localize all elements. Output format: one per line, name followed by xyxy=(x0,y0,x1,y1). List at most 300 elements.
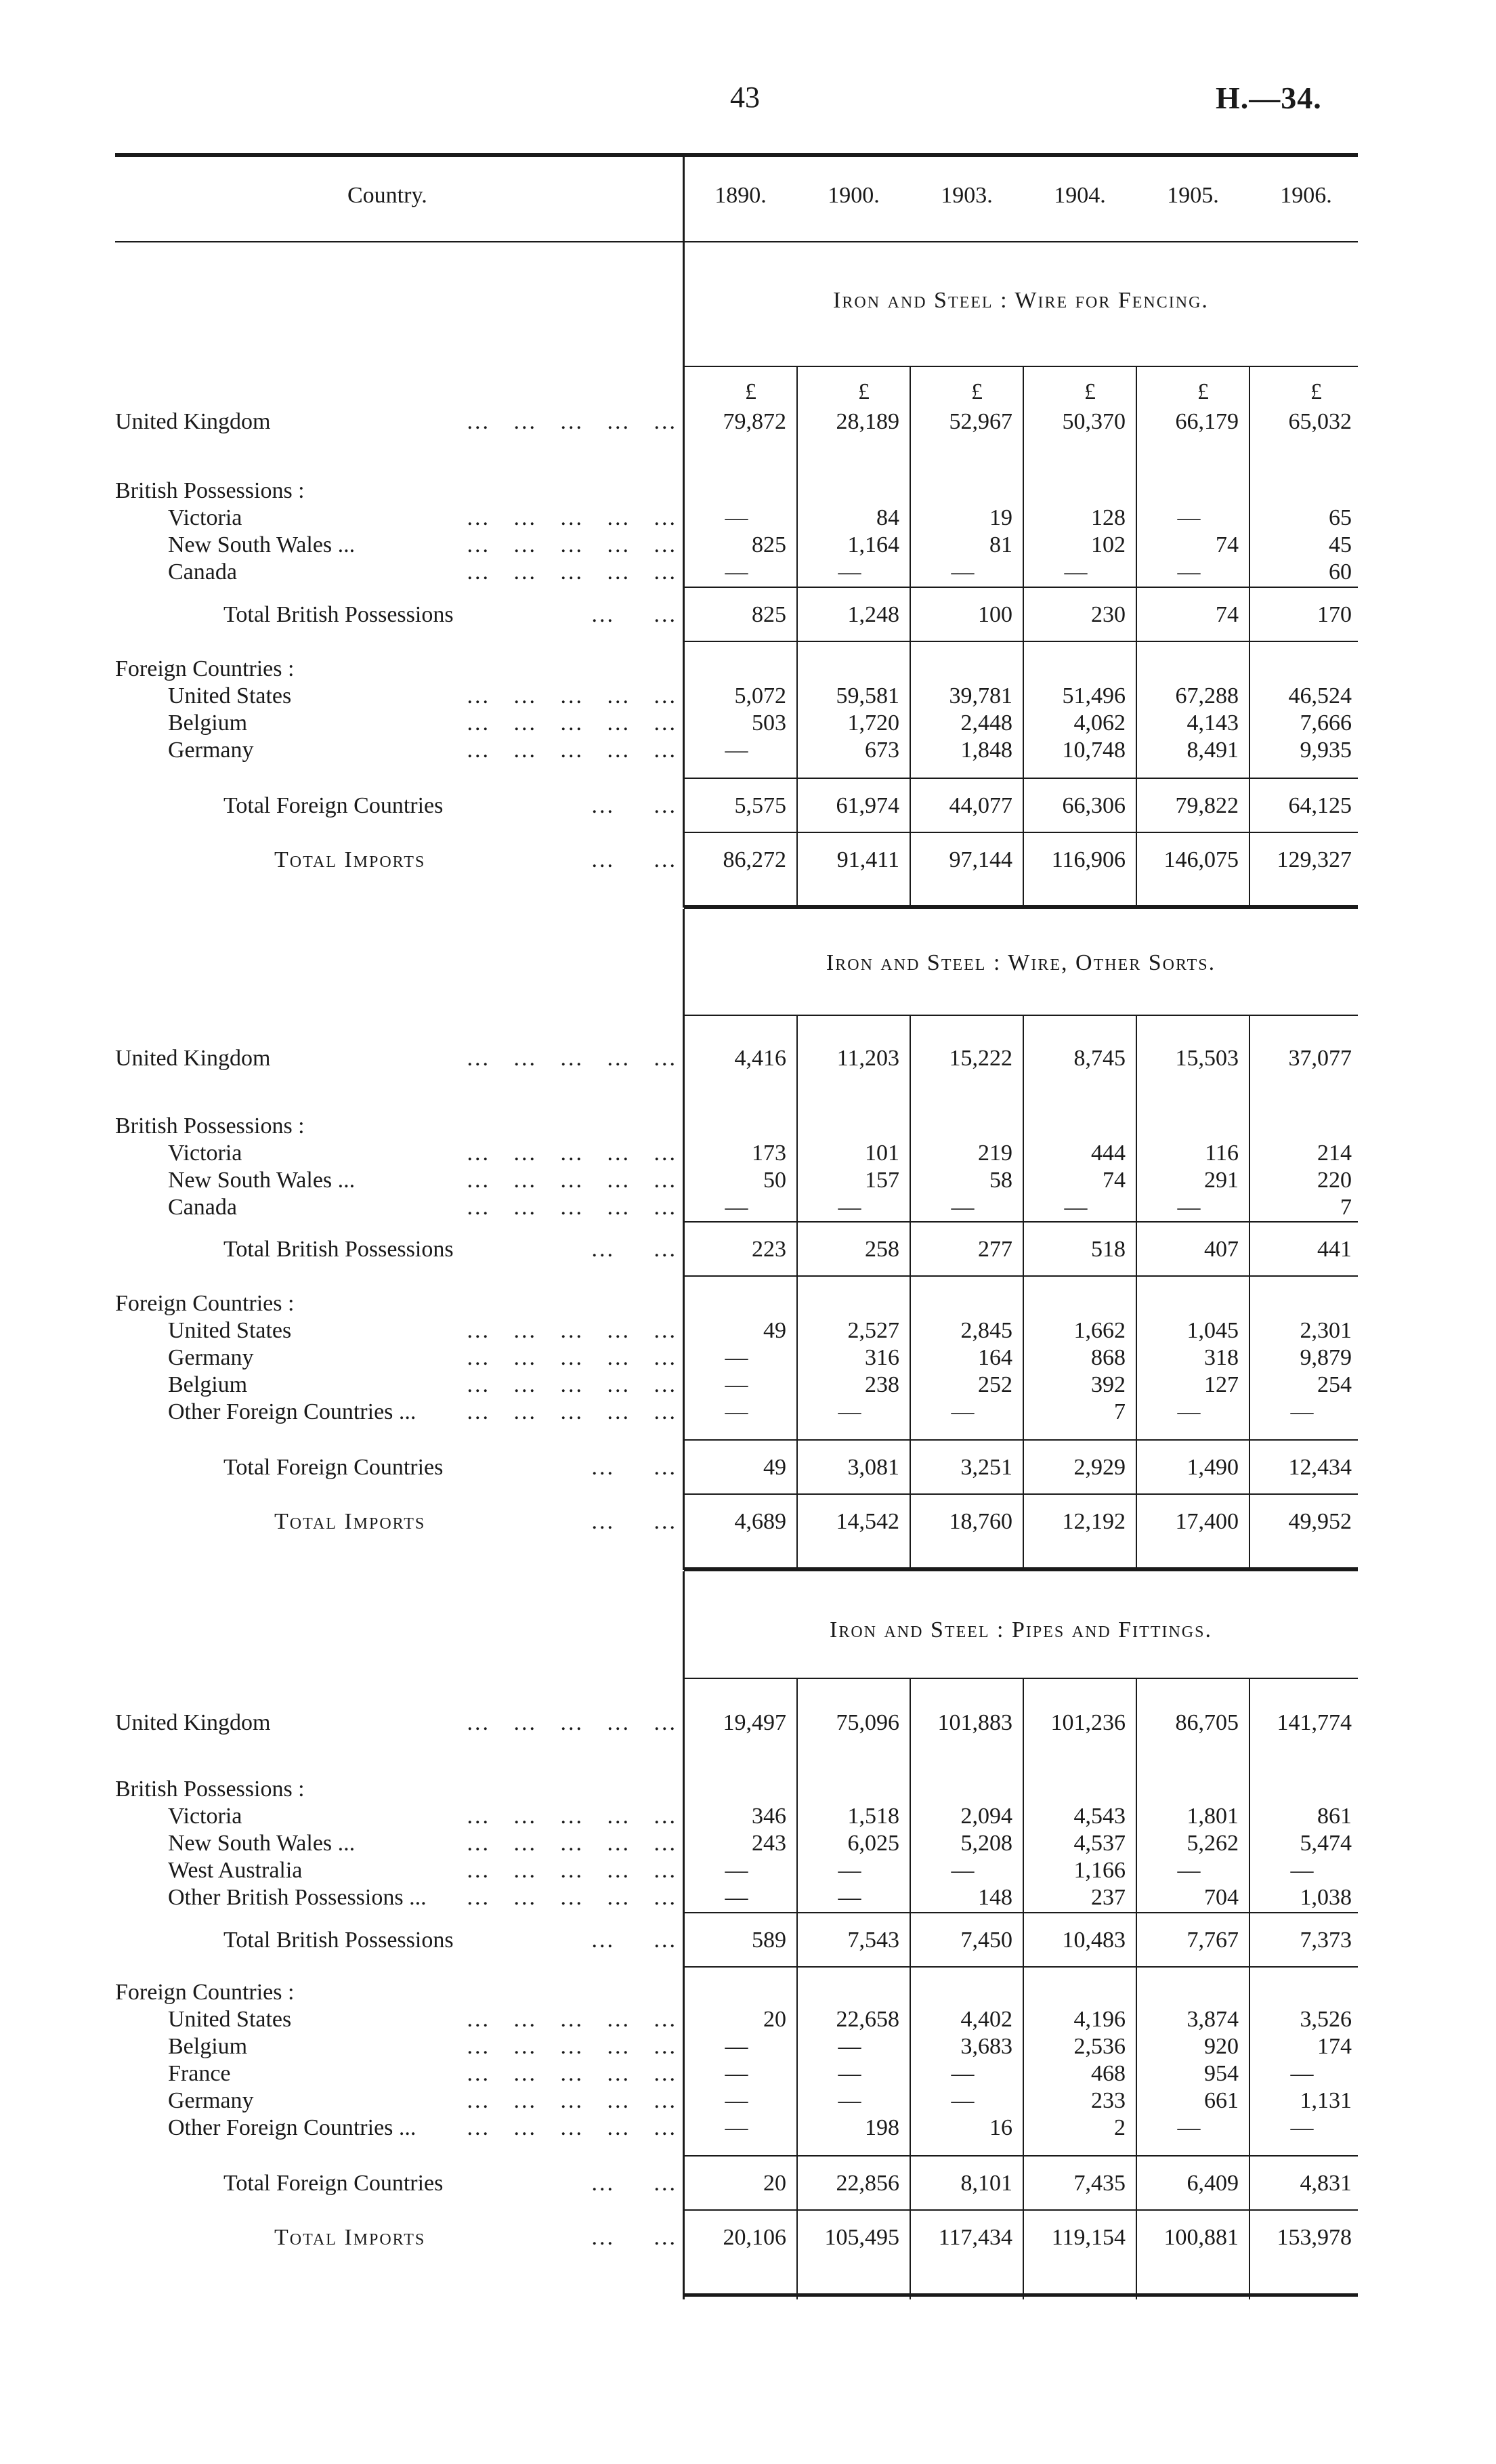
value-cell: — xyxy=(1177,2115,1201,2140)
value-cell: 79,872 xyxy=(723,409,786,434)
value-cell: 102 xyxy=(1091,532,1126,557)
value-cell: — xyxy=(725,2088,748,2113)
value-cell: — xyxy=(725,1372,748,1397)
value-cell: 1,038 xyxy=(1300,1885,1352,1910)
value-cell: 170 xyxy=(1317,602,1352,627)
value-cell: 518 xyxy=(1091,1237,1126,1262)
value-cell: 91,411 xyxy=(836,847,899,872)
year-header: 1900. xyxy=(828,183,880,208)
value-cell: 6,025 xyxy=(847,1831,899,1856)
value-cell: 3,683 xyxy=(960,2034,1012,2059)
value-cell: 67,288 xyxy=(1175,683,1239,708)
value-cell: — xyxy=(951,2061,975,2086)
table-row xyxy=(0,1857,1496,1884)
total-imports-label: Total Imports xyxy=(274,847,426,872)
leader-dots: ... ... ... ... ... xyxy=(467,1046,677,1071)
year-header: 1903. xyxy=(941,183,993,208)
value-cell: 65 xyxy=(1329,505,1352,530)
value-cell: 65,032 xyxy=(1288,409,1352,434)
value-cell: 12,192 xyxy=(1062,1509,1126,1534)
value-cell: 8,101 xyxy=(960,2171,1012,2196)
value-cell: 223 xyxy=(752,1237,786,1262)
value-cell: — xyxy=(725,2115,748,2140)
value-cell: — xyxy=(1290,2115,1314,2140)
table-row xyxy=(0,2170,1496,2197)
table-row xyxy=(0,1344,1496,1372)
table-row xyxy=(0,1884,1496,1911)
currency-symbol: £ xyxy=(971,379,983,404)
leader-dots: ... ... ... ... ... xyxy=(467,1885,677,1910)
value-cell: 20,106 xyxy=(723,2225,786,2250)
value-cell: 673 xyxy=(865,738,899,763)
value-cell: 14,542 xyxy=(836,1509,899,1534)
value-cell: 50,370 xyxy=(1062,409,1126,434)
value-cell: 86,705 xyxy=(1175,1710,1239,1735)
value-cell: 7,543 xyxy=(847,1928,899,1953)
leader-dots: ... ... ... ... ... xyxy=(467,1318,677,1343)
value-cell: 97,144 xyxy=(949,847,1012,872)
value-cell: 157 xyxy=(865,1168,899,1193)
value-cell: 1,248 xyxy=(847,602,899,627)
column-separator xyxy=(1249,366,1250,908)
value-cell: 861 xyxy=(1317,1804,1352,1829)
value-cell: 20 xyxy=(763,2007,786,2032)
table-row xyxy=(0,1167,1496,1194)
value-cell: — xyxy=(725,1195,748,1220)
total-label: Total British Possessions xyxy=(223,1928,454,1953)
value-cell: 9,935 xyxy=(1300,738,1352,763)
value-cell: — xyxy=(1064,559,1088,585)
year-header: 1904. xyxy=(1054,183,1106,208)
table-row xyxy=(0,2006,1496,2033)
value-cell: 258 xyxy=(865,1237,899,1262)
value-cell: 64,125 xyxy=(1288,793,1352,818)
value-cell: 19,497 xyxy=(723,1710,786,1735)
row-label: Canada xyxy=(168,559,237,585)
currency-symbol: £ xyxy=(745,379,756,404)
leader-dots: ... ... ... ... ... xyxy=(467,1141,677,1166)
page-number: 43 xyxy=(730,81,760,114)
value-cell: 127 xyxy=(1204,1372,1239,1397)
table-rule xyxy=(684,641,1358,642)
column-separator xyxy=(796,366,798,908)
value-cell: 4,402 xyxy=(960,2007,1012,2032)
value-cell: 316 xyxy=(865,1345,899,1370)
table-row xyxy=(0,1372,1496,1399)
currency-symbol: £ xyxy=(1310,379,1322,404)
leader-dots: ... ... ... ... ... xyxy=(467,2061,677,2086)
value-cell: — xyxy=(838,1885,861,1910)
table-row xyxy=(0,532,1496,559)
table-row xyxy=(0,559,1496,586)
group-heading: Foreign Countries : xyxy=(115,1980,295,2005)
row-label: France xyxy=(168,2061,231,2086)
row-label: Germany xyxy=(168,738,254,763)
value-cell: 129,327 xyxy=(1277,847,1352,872)
value-cell: 81 xyxy=(989,532,1012,557)
row-label: Germany xyxy=(168,2088,254,2113)
value-cell: 61,974 xyxy=(836,793,899,818)
table-row xyxy=(0,1317,1496,1344)
row-label: Canada xyxy=(168,1195,237,1220)
leader-dots: ... ... ... ... ... xyxy=(467,1710,677,1735)
value-cell: 153,978 xyxy=(1277,2225,1352,2250)
table-row xyxy=(0,1140,1496,1167)
value-cell: 237 xyxy=(1091,1885,1126,1910)
table-row xyxy=(0,1979,1496,2006)
leader-dots: ... ... ... ... ... xyxy=(467,409,677,434)
table-rule xyxy=(684,2293,1358,2297)
row-label: United States xyxy=(168,2007,292,2032)
value-cell: 101,236 xyxy=(1050,1710,1126,1735)
leader-dots: ... ... xyxy=(521,2171,677,2196)
table-rule xyxy=(684,1912,1358,1913)
currency-symbol: £ xyxy=(1197,379,1209,404)
value-cell: 1,131 xyxy=(1300,2088,1352,2113)
value-cell: 8,491 xyxy=(1187,738,1239,763)
value-cell: 277 xyxy=(978,1237,1012,1262)
value-cell: 291 xyxy=(1204,1168,1239,1193)
table-row xyxy=(0,2115,1496,2142)
value-cell: — xyxy=(838,1195,861,1220)
year-header: 1906. xyxy=(1280,183,1332,208)
table-row xyxy=(0,1194,1496,1221)
value-cell: 3,526 xyxy=(1300,2007,1352,2032)
section-title: Iron and Steel : Pipes and Fittings. xyxy=(830,1617,1212,1642)
table-row xyxy=(0,1803,1496,1830)
value-cell: — xyxy=(725,2034,748,2059)
row-label: Victoria xyxy=(168,1804,242,1829)
group-heading: British Possessions : xyxy=(115,478,305,503)
value-cell: 79,822 xyxy=(1175,793,1239,818)
table-rule xyxy=(684,587,1358,588)
table-row xyxy=(0,601,1496,629)
value-cell: 128 xyxy=(1091,505,1126,530)
table-row xyxy=(0,2033,1496,2060)
value-cell: 75,096 xyxy=(836,1710,899,1735)
table-row xyxy=(0,1927,1496,1954)
leader-dots: ... ... ... ... ... xyxy=(467,505,677,530)
value-cell: 589 xyxy=(752,1928,786,1953)
row-label: United States xyxy=(168,1318,292,1343)
year-header: 1905. xyxy=(1167,183,1219,208)
value-cell: 346 xyxy=(752,1804,786,1829)
table-row xyxy=(0,1830,1496,1857)
value-cell: 141,774 xyxy=(1277,1710,1352,1735)
value-cell: 22,658 xyxy=(836,2007,899,2032)
value-cell: 825 xyxy=(752,602,786,627)
value-cell: — xyxy=(725,738,748,763)
value-cell: 17,400 xyxy=(1175,1509,1239,1534)
table-row xyxy=(0,1776,1496,1803)
value-cell: 220 xyxy=(1317,1168,1352,1193)
value-cell: 7,435 xyxy=(1073,2171,1126,2196)
table-row xyxy=(0,1113,1496,1140)
table-rule xyxy=(684,1678,1358,1679)
leader-dots: ... ... ... ... ... xyxy=(467,1831,677,1856)
table-rule xyxy=(684,2155,1358,2157)
value-cell: 4,196 xyxy=(1073,2007,1126,2032)
value-cell: 825 xyxy=(752,532,786,557)
leader-dots: ... ... ... ... ... xyxy=(467,2088,677,2113)
document-reference: H.—34. xyxy=(1216,81,1322,115)
value-cell: 1,801 xyxy=(1187,1804,1239,1829)
value-cell: 84 xyxy=(876,505,899,530)
value-cell: 407 xyxy=(1204,1237,1239,1262)
value-cell: 28,189 xyxy=(836,409,899,434)
header-rule xyxy=(115,241,1358,242)
value-cell: — xyxy=(838,1858,861,1883)
total-label: Total British Possessions xyxy=(223,1237,454,1262)
value-cell: 4,831 xyxy=(1300,2171,1352,2196)
column-separator xyxy=(1136,366,1137,908)
value-cell: 3,874 xyxy=(1187,2007,1239,2032)
table-rule xyxy=(684,1439,1358,1441)
total-label: Total Foreign Countries xyxy=(223,1455,444,1480)
value-cell: — xyxy=(1177,505,1201,530)
leader-dots: ... ... ... ... ... xyxy=(467,2115,677,2140)
row-label: Other Foreign Countries ... xyxy=(168,1399,416,1424)
value-cell: 101 xyxy=(865,1141,899,1166)
value-cell: 3,251 xyxy=(960,1455,1012,1480)
value-cell: 8,745 xyxy=(1073,1046,1126,1071)
total-label: Total Foreign Countries xyxy=(223,793,444,818)
value-cell: 1,045 xyxy=(1187,1318,1239,1343)
table-rule xyxy=(684,366,1358,367)
table-row xyxy=(0,2060,1496,2087)
value-cell: — xyxy=(725,1345,748,1370)
table-rule xyxy=(684,1567,1358,1571)
row-label: New South Wales ... xyxy=(168,1168,356,1193)
table-row xyxy=(0,683,1496,710)
value-cell: — xyxy=(1290,2061,1314,2086)
value-cell: 318 xyxy=(1204,1345,1239,1370)
value-cell: 444 xyxy=(1091,1141,1126,1166)
value-cell: — xyxy=(838,559,861,585)
value-cell: 100 xyxy=(978,602,1012,627)
leader-dots: ... ... ... ... ... xyxy=(467,1804,677,1829)
row-label: New South Wales ... xyxy=(168,532,356,557)
value-cell: 503 xyxy=(752,710,786,736)
value-cell: 5,474 xyxy=(1300,1831,1352,1856)
value-cell: 198 xyxy=(865,2115,899,2140)
value-cell: — xyxy=(725,505,748,530)
value-cell: 2,929 xyxy=(1073,1455,1126,1480)
leader-dots: ... ... xyxy=(521,602,677,627)
value-cell: 105,495 xyxy=(824,2225,899,2250)
row-label: Belgium xyxy=(168,1372,248,1397)
section-title: Iron and Steel : Wire for Fencing. xyxy=(833,288,1209,313)
row-label: West Australia xyxy=(168,1858,303,1883)
value-cell: 243 xyxy=(752,1831,786,1856)
table-row xyxy=(0,2087,1496,2115)
row-label: Victoria xyxy=(168,1141,242,1166)
column-separator xyxy=(910,366,911,908)
row-label: Other Foreign Countries ... xyxy=(168,2115,416,2140)
total-label: Total British Possessions xyxy=(223,602,454,627)
value-cell: 74 xyxy=(1216,602,1239,627)
value-cell: 10,748 xyxy=(1062,738,1126,763)
value-cell: 5,262 xyxy=(1187,1831,1239,1856)
value-cell: 37,077 xyxy=(1288,1046,1352,1071)
value-cell: — xyxy=(951,1195,975,1220)
row-label: Belgium xyxy=(168,710,248,736)
row-label: United Kingdom xyxy=(115,1046,271,1071)
value-cell: 101,883 xyxy=(937,1710,1012,1735)
value-cell: 7 xyxy=(1340,1195,1352,1220)
leader-dots: ... ... ... ... ... xyxy=(467,1168,677,1193)
value-cell: — xyxy=(951,2088,975,2113)
value-cell: 100,881 xyxy=(1163,2225,1239,2250)
leader-dots: ... ... xyxy=(521,847,677,872)
value-cell: 16 xyxy=(989,2115,1012,2140)
value-cell: 2,094 xyxy=(960,1804,1012,1829)
group-heading: British Possessions : xyxy=(115,1777,305,1802)
table-row xyxy=(0,408,1496,436)
value-cell: — xyxy=(725,2061,748,2086)
value-cell: 468 xyxy=(1091,2061,1126,2086)
leader-dots: ... ... ... ... ... xyxy=(467,710,677,736)
value-cell: 1,848 xyxy=(960,738,1012,763)
value-cell: — xyxy=(1177,1399,1201,1424)
value-cell: 146,075 xyxy=(1163,847,1239,872)
table-rule xyxy=(684,1221,1358,1223)
year-header: 1890. xyxy=(714,183,767,208)
value-cell: 22,856 xyxy=(836,2171,899,2196)
value-cell: 66,179 xyxy=(1175,409,1239,434)
value-cell: 66,306 xyxy=(1062,793,1126,818)
value-cell: 5,072 xyxy=(734,683,786,708)
value-cell: 7 xyxy=(1114,1399,1126,1424)
value-cell: 148 xyxy=(978,1885,1012,1910)
value-cell: — xyxy=(951,1399,975,1424)
row-label: United Kingdom xyxy=(115,1710,271,1735)
value-cell: 49 xyxy=(763,1318,786,1343)
row-label: New South Wales ... xyxy=(168,1831,356,1856)
column-separator xyxy=(1023,366,1024,908)
table-row xyxy=(0,1454,1496,1481)
value-cell: 6,409 xyxy=(1187,2171,1239,2196)
value-cell: 1,720 xyxy=(847,710,899,736)
value-cell: 252 xyxy=(978,1372,1012,1397)
value-cell: 2,536 xyxy=(1073,2034,1126,2059)
value-cell: — xyxy=(1177,1195,1201,1220)
value-cell: 4,543 xyxy=(1073,1804,1126,1829)
value-cell: 233 xyxy=(1091,2088,1126,2113)
value-cell: 117,434 xyxy=(938,2225,1012,2250)
table-row xyxy=(0,1236,1496,1263)
value-cell: 58 xyxy=(989,1168,1012,1193)
value-cell: 704 xyxy=(1204,1885,1239,1910)
row-label: Other British Possessions ... xyxy=(168,1885,427,1910)
leader-dots: ... ... ... ... ... xyxy=(467,2007,677,2032)
table-row xyxy=(0,710,1496,737)
value-cell: 2,527 xyxy=(847,1318,899,1343)
leader-dots: ... ... xyxy=(521,1509,677,1534)
value-cell: 954 xyxy=(1204,2061,1239,2086)
value-cell: — xyxy=(1177,559,1201,585)
table-row xyxy=(0,847,1496,874)
value-cell: — xyxy=(1177,1858,1201,1883)
leader-dots: ... ... ... ... ... xyxy=(467,1372,677,1397)
value-cell: 18,760 xyxy=(949,1509,1012,1534)
value-cell: 2,448 xyxy=(960,710,1012,736)
value-cell: 52,967 xyxy=(949,409,1012,434)
value-cell: 238 xyxy=(865,1372,899,1397)
table-rule xyxy=(684,1966,1358,1968)
value-cell: 116 xyxy=(1205,1141,1239,1166)
value-cell: 45 xyxy=(1329,532,1352,557)
value-cell: 2,845 xyxy=(960,1318,1012,1343)
value-cell: 214 xyxy=(1317,1141,1352,1166)
row-label: United States xyxy=(168,683,292,708)
leader-dots: ... ... xyxy=(521,1928,677,1953)
value-cell: 1,164 xyxy=(847,532,899,557)
value-cell: 1,166 xyxy=(1073,1858,1126,1883)
value-cell: 661 xyxy=(1204,2088,1239,2113)
value-cell: 174 xyxy=(1317,2034,1352,2059)
value-cell: 49,952 xyxy=(1288,1509,1352,1534)
leader-dots: ... ... xyxy=(521,793,677,818)
leader-dots: ... ... ... ... ... xyxy=(467,1399,677,1424)
total-imports-label: Total Imports xyxy=(274,2225,426,2250)
section-title: Iron and Steel : Wire, Other Sorts. xyxy=(826,950,1216,975)
table-row xyxy=(0,2224,1496,2251)
value-cell: 51,496 xyxy=(1062,683,1126,708)
table-rule xyxy=(684,778,1358,779)
currency-symbol: £ xyxy=(1084,379,1096,404)
table-row xyxy=(0,1045,1496,1072)
value-cell: 254 xyxy=(1317,1372,1352,1397)
value-cell: — xyxy=(838,2034,861,2059)
value-cell: 4,537 xyxy=(1073,1831,1126,1856)
value-cell: 50 xyxy=(763,1168,786,1193)
value-cell: 1,490 xyxy=(1187,1455,1239,1480)
leader-dots: ... ... ... ... ... xyxy=(467,1345,677,1370)
value-cell: 46,524 xyxy=(1288,683,1352,708)
value-cell: 5,208 xyxy=(960,1831,1012,1856)
value-cell: — xyxy=(951,559,975,585)
value-cell: 219 xyxy=(978,1141,1012,1166)
country-column-header: Country. xyxy=(347,183,427,208)
table-row xyxy=(0,505,1496,532)
row-label: Germany xyxy=(168,1345,254,1370)
value-cell: 116,906 xyxy=(1051,847,1126,872)
table-row xyxy=(0,1508,1496,1535)
value-cell: — xyxy=(838,2088,861,2113)
value-cell: 1,518 xyxy=(847,1804,899,1829)
leader-dots: ... ... ... ... ... xyxy=(467,738,677,763)
table-rule xyxy=(684,2209,1358,2211)
value-cell: 9,879 xyxy=(1300,1345,1352,1370)
currency-symbol: £ xyxy=(858,379,870,404)
value-cell: — xyxy=(725,1885,748,1910)
group-heading: Foreign Countries : xyxy=(115,656,295,681)
value-cell: 7,373 xyxy=(1300,1928,1352,1953)
value-cell: — xyxy=(1290,1399,1314,1424)
total-label: Total Foreign Countries xyxy=(223,2171,444,2196)
table-rule xyxy=(684,905,1358,909)
value-cell: 86,272 xyxy=(723,847,786,872)
table-rule xyxy=(684,1275,1358,1277)
leader-dots: ... ... ... ... ... xyxy=(467,683,677,708)
row-label: United Kingdom xyxy=(115,409,271,434)
value-cell: 11,203 xyxy=(836,1046,899,1071)
value-cell: 15,222 xyxy=(949,1046,1012,1071)
table-row xyxy=(0,656,1496,683)
table-row xyxy=(0,792,1496,820)
value-cell: 119,154 xyxy=(1051,2225,1126,2250)
